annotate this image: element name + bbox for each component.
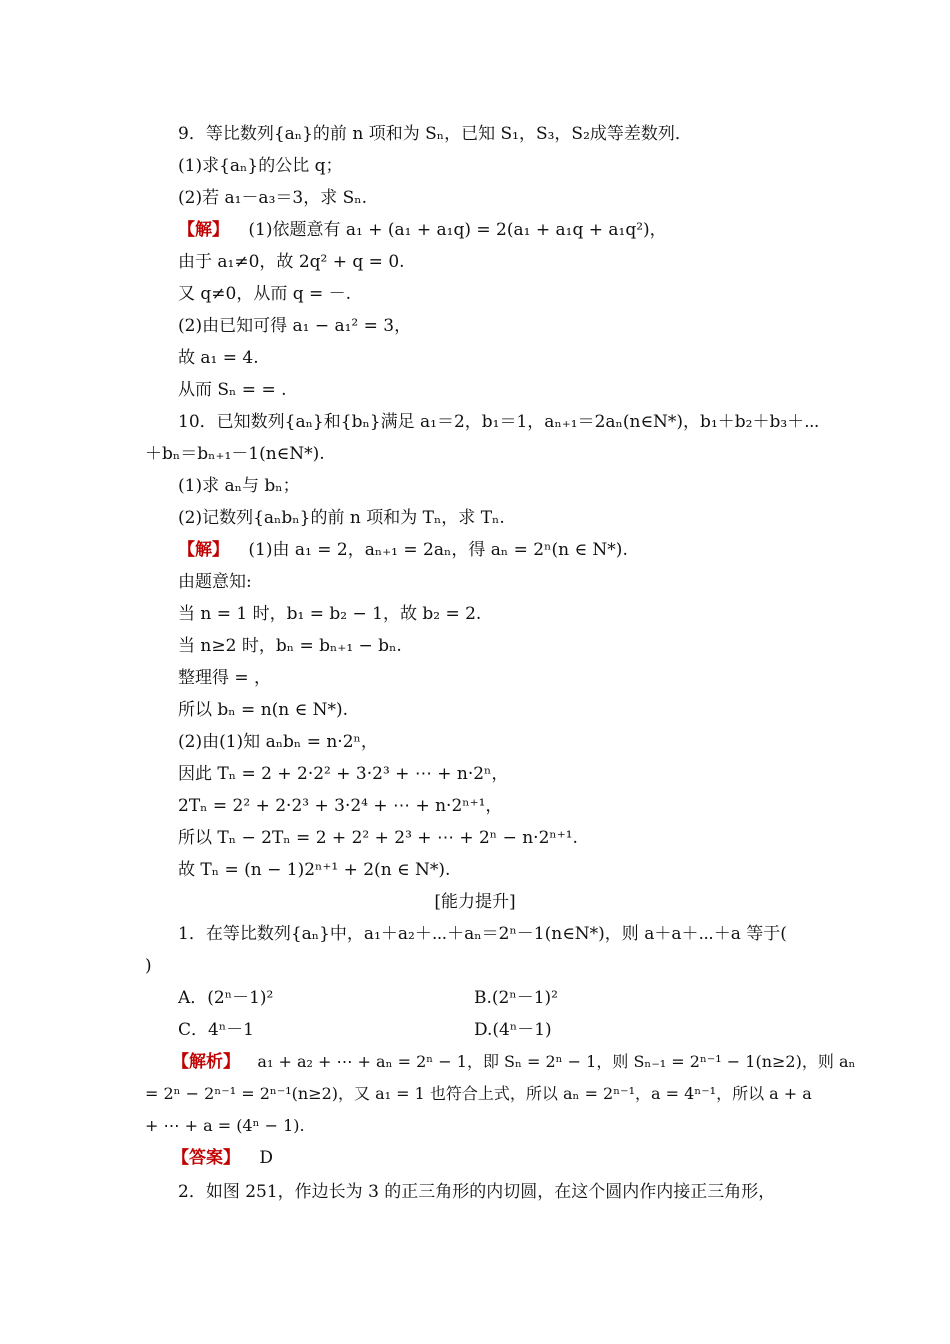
q10-stem-line-1: 10．已知数列{aₙ}和{bₙ}满足 a₁＝2，b₁＝1，aₙ₊₁＝2aₙ(n∈N*)，b₁＋b₂＋b₃＋⋯ (178, 412, 820, 432)
q9-solution-line-3: 又 q≠0，从而 q = －. (178, 284, 352, 304)
p1-analysis-line-2: = 2ⁿ − 2ⁿ⁻¹ = 2ⁿ⁻¹(n≥2)，又 a₁ = 1 也符合上式，所以 aₙ = 2ⁿ⁻¹，a = 4ⁿ⁻¹，所以 a + a (145, 1084, 812, 1103)
q10-solution-line-5: 整理得 = ， (178, 668, 272, 688)
q9-solution-line-1: 【解】 (1)依题意有 a₁ + (a₁ + a₁q) = 2(a₁ + a₁q + a₁q²)， (178, 220, 667, 240)
p1-stem-line-2: ) (145, 956, 152, 976)
q9-stem: 9．等比数列{aₙ}的前 n 项和为 Sₙ，已知 S₁，S₃，S₂成等差数列． (178, 124, 692, 144)
q10-solution-line-10: 所以 Tₙ − 2Tₙ = 2 + 2² + 2³ + ⋯ + 2ⁿ − n·2ⁿ⁺¹. (178, 828, 578, 848)
q10-solution-line-8: 因此 Tₙ = 2 + 2·2² + 3·2³ + ⋯ + n·2ⁿ， (178, 764, 509, 784)
q10-solution-line-2: 由题意知: (178, 572, 252, 592)
q10-solution-line-1: 【解】 (1)由 a₁ = 2，aₙ₊₁ = 2aₙ，得 aₙ = 2ⁿ(n ∈ N*). (178, 540, 628, 560)
analysis-tag: 【解析】 (172, 1052, 240, 1072)
q10-part2: (2)记数列{aₙbₙ}的前 n 项和为 Tₙ，求 Tₙ. (178, 508, 505, 528)
p1-analysis-line-3: + ⋯ + a = (4ⁿ − 1). (145, 1116, 305, 1135)
q9-solution-line-5: 故 a₁ = 4. (178, 348, 259, 368)
q10-stem-line-2: ＋bₙ＝bₙ₊₁－1(n∈N*). (145, 444, 325, 464)
p1-stem-line-1: 1．在等比数列{aₙ}中，a₁＋a₂＋⋯＋aₙ＝2ⁿ－1(n∈N*)，则 a＋a＋⋯＋a 等于( (178, 924, 787, 944)
q10-part1: (1)求 aₙ与 bₙ； (178, 476, 300, 496)
option-b: B.(2ⁿ－1)² (474, 988, 558, 1008)
p2-stem: 2．如图 251，作边长为 3 的正三角形的内切圆，在这个圆内作内接正三角形， (178, 1182, 776, 1202)
section-title: [能力提升] (434, 892, 516, 912)
q9-part1: (1)求{aₙ}的公比 q； (178, 156, 343, 176)
q10-solution-line-7: (2)由(1)知 aₙbₙ = n·2ⁿ， (178, 732, 378, 752)
q9-part2: (2)若 a₁－a₃＝3，求 Sₙ. (178, 188, 368, 208)
q10-solution-line-9: 2Tₙ = 2² + 2·2³ + 3·2⁴ + ⋯ + n·2ⁿ⁺¹， (178, 796, 503, 816)
solution-tag: 【解】 (178, 220, 229, 240)
solution-tag: 【解】 (178, 540, 229, 560)
p1-analysis-line-1: 【解析】 a₁ + a₂ + ⋯ + aₙ = 2ⁿ − 1，即 Sₙ = 2ⁿ − 1，则 Sₙ₋₁ = 2ⁿ⁻¹ − 1(n≥2)，则 aₙ (172, 1052, 856, 1072)
q9-solution-line-4: (2)由已知可得 a₁ − a₁² = 3， (178, 316, 412, 336)
answer-value: D (259, 1148, 274, 1168)
q9-solution-line-6: 从而 Sₙ = = . (178, 380, 287, 400)
q9-solution-line-2: 由于 a₁≠0，故 2q² + q = 0. (178, 252, 405, 272)
option-d: D.(4ⁿ－1) (474, 1020, 552, 1040)
option-a: A．(2ⁿ－1)² (178, 988, 274, 1008)
q10-solution-line-6: 所以 bₙ = n(n ∈ N*). (178, 700, 349, 720)
q10-solution-line-4: 当 n≥2 时，bₙ = bₙ₊₁ − bₙ. (178, 636, 402, 656)
option-c: C．4ⁿ－1 (178, 1020, 254, 1040)
q10-solution-line-11: 故 Tₙ = (n − 1)2ⁿ⁺¹ + 2(n ∈ N*). (178, 860, 451, 880)
answer-tag: 【答案】 (172, 1148, 240, 1168)
p1-answer-line (172, 1146, 273, 1170)
q10-solution-line-3: 当 n = 1 时，b₁ = b₂ − 1，故 b₂ = 2. (178, 604, 482, 624)
